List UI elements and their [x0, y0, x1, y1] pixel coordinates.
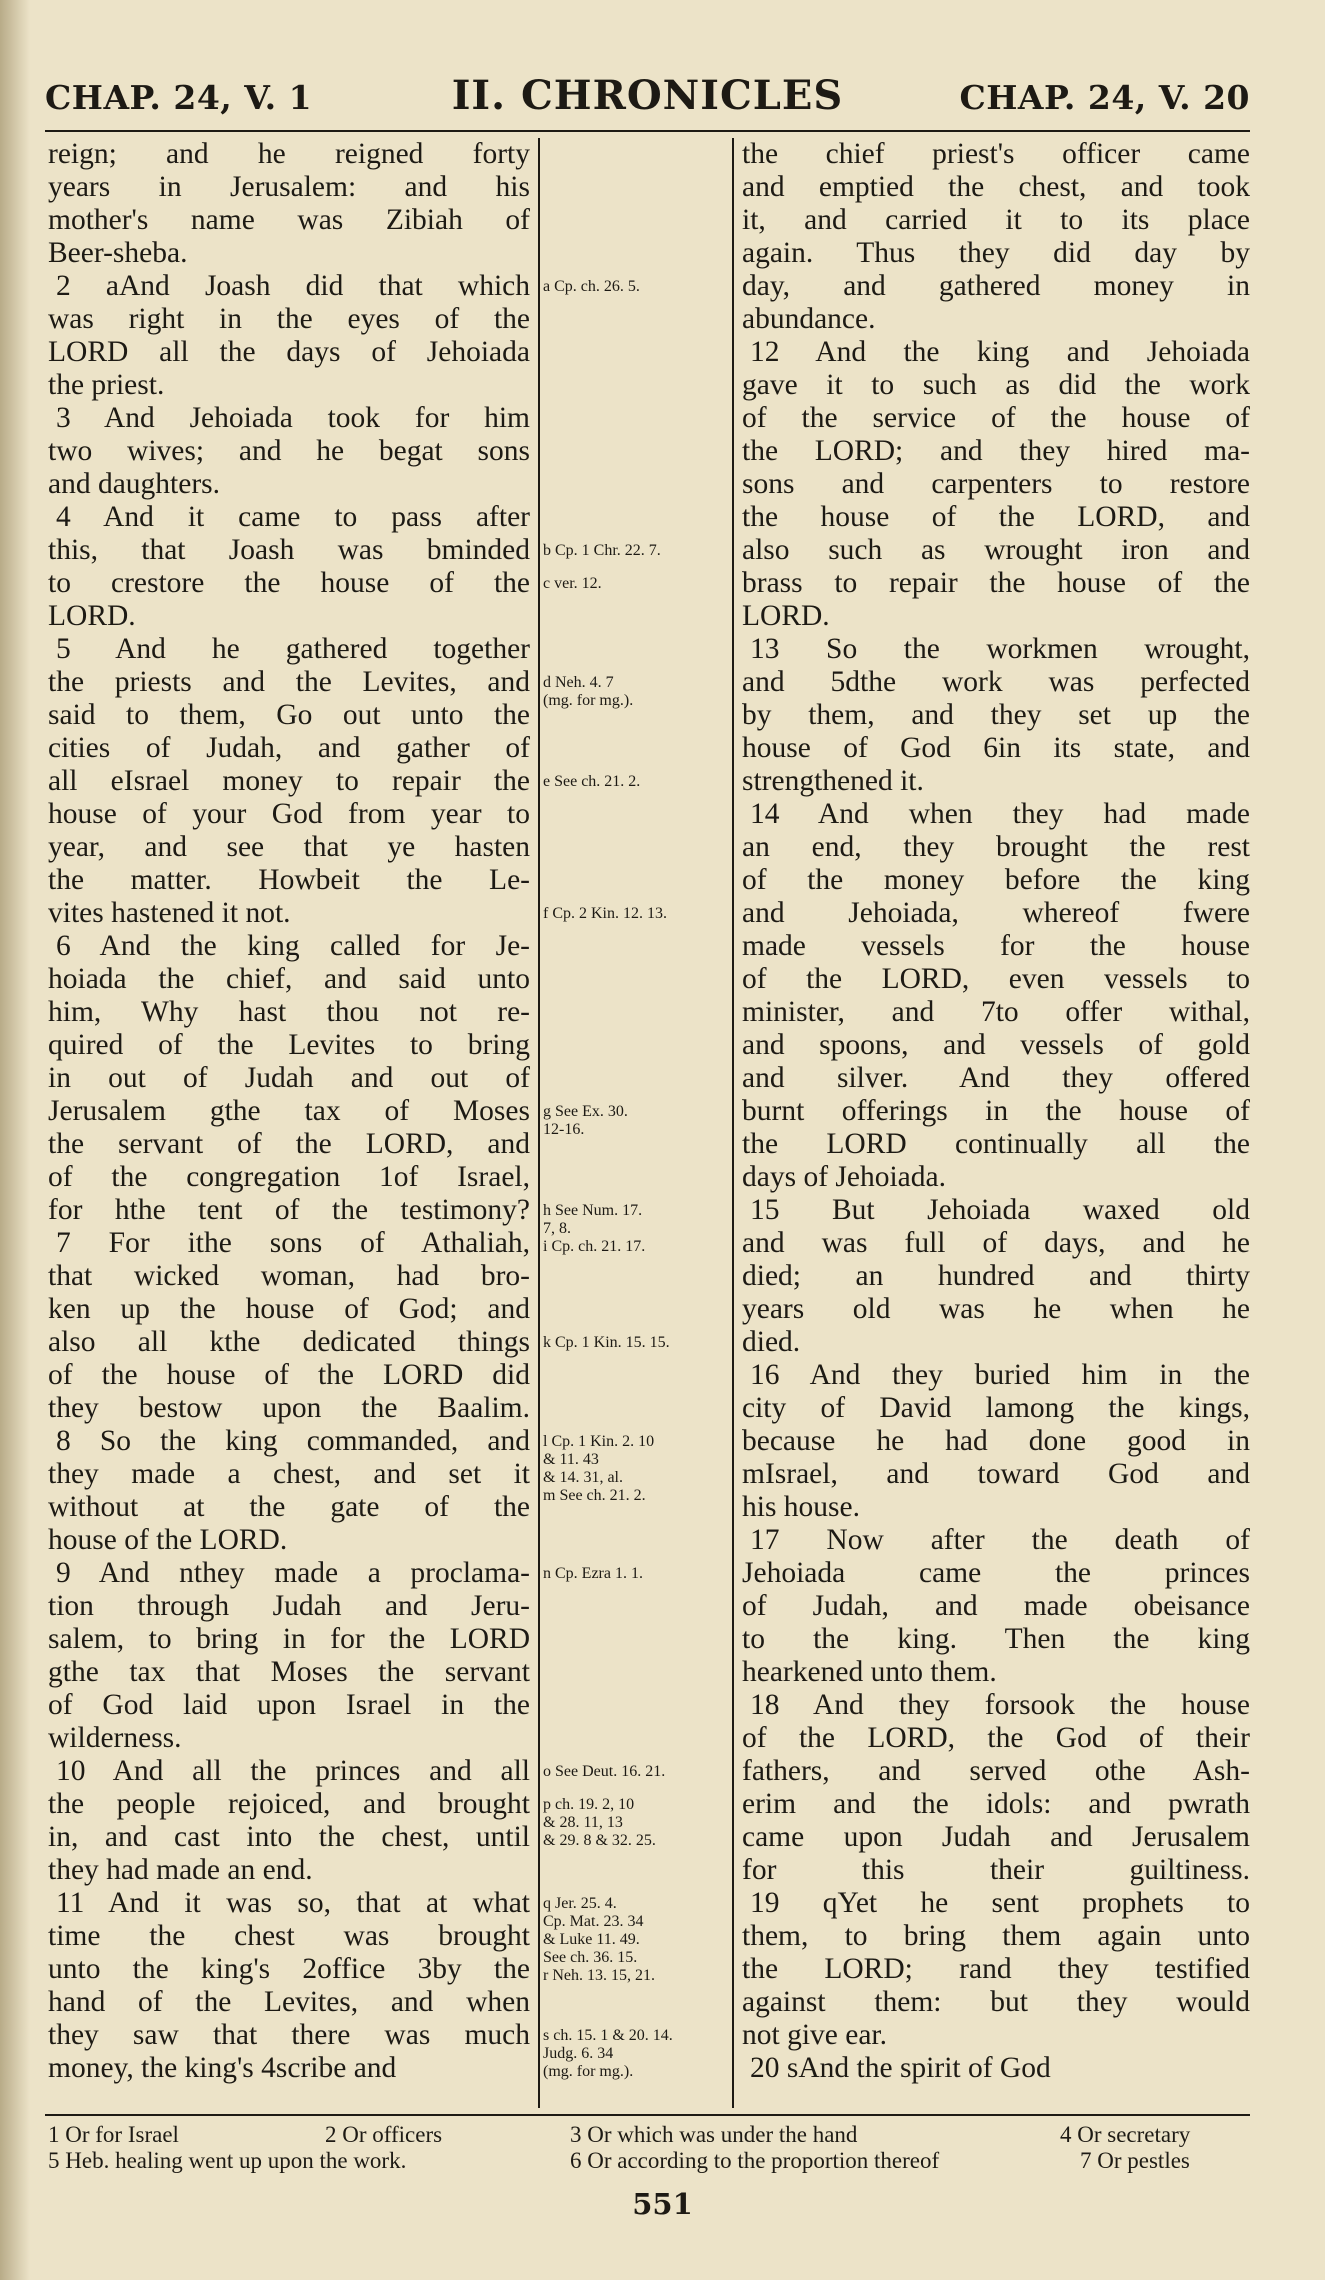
- margin-reference-line: h See Num. 17.: [543, 1202, 643, 1219]
- text-line: an end, they brought the rest: [742, 831, 1250, 863]
- footnote-6: 6 Or according to the proportion thereof: [570, 2148, 940, 2173]
- margin-reference-line: 7, 8.: [543, 1220, 571, 1237]
- text-line: 16 And they buried him in the: [750, 1359, 1250, 1391]
- margin-reference-line: m See ch. 21. 2.: [543, 1487, 646, 1504]
- text-line: and was full of days, and he: [742, 1227, 1250, 1259]
- text-line: fathers, and served othe Ash-: [742, 1755, 1250, 1787]
- text-line: 11 And it was so, that at what: [56, 1887, 530, 1919]
- text-line: by them, and they set up the: [742, 699, 1250, 731]
- text-line: of the LORD, even vessels to: [742, 963, 1250, 995]
- text-line: mIsrael, and toward God and: [742, 1458, 1250, 1490]
- text-line: year, and see that ye hasten: [48, 831, 530, 863]
- text-line: strengthened it.: [742, 765, 924, 797]
- text-line: not give ear.: [742, 2019, 887, 2051]
- header-left: CHAP. 24, V. 1: [45, 78, 313, 117]
- text-line: the chief priest's officer came: [742, 138, 1250, 170]
- text-line: his house.: [742, 1491, 860, 1523]
- margin-reference: [543, 1565, 728, 1583]
- text-line: sons and carpenters to restore: [742, 468, 1250, 500]
- text-line: gave it to such as did the work: [742, 369, 1250, 401]
- text-line: the LORD continually all the: [742, 1128, 1250, 1160]
- text-line: in out of Judah and out of: [48, 1062, 530, 1094]
- text-line: house of the LORD.: [48, 1524, 288, 1556]
- text-line: and silver. And they offered: [742, 1062, 1250, 1094]
- text-line: vites hastened it not.: [48, 897, 291, 929]
- text-line: 3 And Jehoiada took for him: [56, 402, 530, 434]
- text-line: this, that Joash was bminded: [48, 534, 530, 566]
- margin-reference: [543, 1202, 728, 1256]
- margin-reference-line: & 28. 11, 13: [543, 1814, 623, 1831]
- margin-reference: [543, 1433, 728, 1505]
- text-line: and Jehoiada, whereof fwere: [742, 897, 1250, 929]
- footnote-7: 7 Or pestles: [1080, 2148, 1190, 2173]
- text-line: also all kthe dedicated things: [48, 1326, 530, 1358]
- text-line: gthe tax that Moses the servant: [48, 1656, 530, 1688]
- margin-reference: [543, 1103, 728, 1139]
- text-line: died.: [742, 1326, 801, 1358]
- margin-reference-line: Cp. Mat. 23. 34: [543, 1913, 644, 1930]
- text-line: Beer-sheba.: [48, 237, 188, 269]
- text-line: LORD.: [48, 600, 136, 632]
- text-line: them, to bring them again unto: [742, 1920, 1250, 1952]
- margin-reference-line: Judg. 6. 34: [543, 2045, 614, 2062]
- text-line: of the house of the LORD did: [48, 1359, 530, 1391]
- text-line: also such as wrought iron and: [742, 534, 1250, 566]
- text-line: tion through Judah and Jeru-: [48, 1590, 530, 1622]
- gutter-shadow: [0, 0, 30, 2280]
- text-line: hoiada the chief, and said unto: [48, 963, 530, 995]
- text-line: they bestow upon the Baalim.: [48, 1392, 530, 1424]
- footnote-2: 2 Or officers: [325, 2122, 443, 2147]
- text-line: minister, and 7to offer withal,: [742, 996, 1250, 1028]
- margin-reference-line: & 11. 43: [543, 1451, 599, 1468]
- text-line: and spoons, and vessels of gold: [742, 1029, 1250, 1061]
- margin-reference-line: i Cp. ch. 21. 17.: [543, 1238, 646, 1255]
- text-line: quired of the Levites to bring: [48, 1029, 530, 1061]
- text-line: Jerusalem gthe tax of Moses: [48, 1095, 530, 1127]
- text-line: city of David lamong the kings,: [742, 1392, 1250, 1424]
- margin-reference: [543, 1334, 728, 1352]
- text-line: brass to repair the house of the: [742, 567, 1250, 599]
- text-line: Jehoiada came the princes: [742, 1557, 1250, 1589]
- text-line: LORD.: [742, 600, 830, 632]
- text-line: years old was he when he: [742, 1293, 1250, 1325]
- text-line: house of God 6in its state, and: [742, 732, 1250, 764]
- text-line: days of Jehoiada.: [742, 1161, 946, 1193]
- text-line: of Judah, and made obeisance: [742, 1590, 1250, 1622]
- text-line: burnt offerings in the house of: [742, 1095, 1250, 1127]
- text-line: said to them, Go out unto the: [48, 699, 530, 731]
- text-line: of the service of the house of: [742, 402, 1250, 434]
- running-header: [45, 70, 1250, 128]
- text-line: hearkened unto them.: [742, 1656, 997, 1688]
- text-line: 7 For ithe sons of Athaliah,: [56, 1227, 530, 1259]
- margin-reference-line: & 29. 8 & 32. 25.: [543, 1832, 656, 1849]
- text-line: and 5dthe work was perfected: [742, 666, 1250, 698]
- text-line: for hthe tent of the testimony?: [48, 1194, 530, 1226]
- text-line: the LORD; and they hired ma-: [742, 435, 1250, 467]
- margin-reference: [543, 674, 728, 710]
- text-line: 20 sAnd the spirit of God: [750, 2052, 1051, 2084]
- text-line: of God laid upon Israel in the: [48, 1689, 530, 1721]
- text-line: of the congregation 1of Israel,: [48, 1161, 530, 1193]
- text-line: cities of Judah, and gather of: [48, 732, 530, 764]
- margin-reference-line: k Cp. 1 Kin. 15. 15.: [543, 1334, 670, 1351]
- margin-reference-line: n Cp. Ezra 1. 1.: [543, 1565, 643, 1582]
- header-title: II. CHRONICLES: [451, 72, 844, 119]
- text-line: that wicked woman, had bro-: [48, 1260, 530, 1292]
- footnote-rule: [45, 2114, 1250, 2116]
- text-line: years in Jerusalem: and his: [48, 171, 530, 203]
- margin-reference: [543, 2027, 728, 2081]
- margin-reference-line: e See ch. 21. 2.: [543, 773, 641, 790]
- text-line: 8 So the king commanded, and: [56, 1425, 530, 1457]
- text-line: mother's name was Zibiah of: [48, 204, 530, 236]
- text-line: they had made an end.: [48, 1854, 313, 1886]
- text-line: him, Why hast thou not re-: [48, 996, 530, 1028]
- page-number: 551: [632, 2187, 693, 2221]
- text-line: 5 And he gathered together: [56, 633, 530, 665]
- text-line: the house of the LORD, and: [742, 501, 1250, 533]
- text-line: 4 And it came to pass after: [56, 501, 530, 533]
- margin-reference-line: r Neh. 13. 15, 21.: [543, 1967, 655, 1984]
- text-line: 17 Now after the death of: [750, 1524, 1250, 1556]
- text-line: in, and cast into the chest, until: [48, 1821, 530, 1853]
- text-line: 9 And nthey made a proclama-: [56, 1557, 530, 1589]
- margin-reference: [543, 773, 728, 791]
- text-line: without at the gate of the: [48, 1491, 530, 1523]
- margin-reference-line: l Cp. 1 Kin. 2. 10: [543, 1433, 655, 1450]
- text-line: 10 And all the princes and all: [56, 1755, 530, 1787]
- text-line: and emptied the chest, and took: [742, 171, 1250, 203]
- text-line: the priests and the Levites, and: [48, 666, 530, 698]
- text-line: LORD all the days of Jehoiada: [48, 336, 530, 368]
- text-line: made vessels for the house: [742, 930, 1250, 962]
- text-line: the servant of the LORD, and: [48, 1128, 530, 1160]
- margin-reference-line: f Cp. 2 Kin. 12. 13.: [543, 905, 667, 922]
- margin-reference: [543, 1895, 728, 1985]
- text-line: 19 qYet he sent prophets to: [750, 1887, 1250, 1919]
- margin-reference-line: s ch. 15. 1 & 20. 14.: [543, 2027, 673, 2044]
- text-line: unto the king's 2office 3by the: [48, 1953, 530, 1985]
- text-line: ken up the house of God; and: [48, 1293, 530, 1325]
- margin-reference: [543, 1796, 728, 1850]
- text-line: abundance.: [742, 303, 876, 335]
- margin-reference-line: b Cp. 1 Chr. 22. 7.: [543, 542, 661, 559]
- text-line: came upon Judah and Jerusalem: [742, 1821, 1250, 1853]
- column-rule-right: [732, 138, 734, 2108]
- text-line: the people rejoiced, and brought: [48, 1788, 530, 1820]
- text-line: house of your God from year to: [48, 798, 530, 830]
- text-line: of the LORD, the God of their: [742, 1722, 1250, 1754]
- text-line: all eIsrael money to repair the: [48, 765, 530, 797]
- text-line: they saw that there was much: [48, 2019, 530, 2051]
- margin-reference: [543, 542, 728, 560]
- margin-reference: [543, 1763, 728, 1781]
- text-line: of the money before the king: [742, 864, 1250, 896]
- text-line: to crestore the house of the: [48, 567, 530, 599]
- margin-reference-line: See ch. 36. 15.: [543, 1949, 638, 1966]
- margin-reference: [543, 575, 728, 593]
- margin-reference-line: g See Ex. 30.: [543, 1103, 628, 1120]
- margin-reference-line: o See Deut. 16. 21.: [543, 1763, 666, 1780]
- margin-reference-line: 12-16.: [543, 1121, 585, 1138]
- text-line: salem, to bring in for the LORD: [48, 1623, 530, 1655]
- footnote-1: 1 Or for Israel: [48, 2122, 179, 2147]
- margin-reference-line: a Cp. ch. 26. 5.: [543, 278, 640, 295]
- column-rule-left: [538, 138, 540, 2108]
- text-line: wilderness.: [48, 1722, 182, 1754]
- text-line: day, and gathered money in: [742, 270, 1250, 302]
- text-line: 2 aAnd Joash did that which: [56, 270, 530, 302]
- text-line: for this their guiltiness.: [742, 1854, 1250, 1886]
- text-line: they made a chest, and set it: [48, 1458, 530, 1490]
- margin-reference: [543, 905, 728, 923]
- text-line: because he had done good in: [742, 1425, 1250, 1457]
- margin-reference-line: & 14. 31, al.: [543, 1469, 623, 1486]
- text-line: erim and the idols: and pwrath: [742, 1788, 1250, 1820]
- text-line: the LORD; rand they testified: [742, 1953, 1250, 1985]
- margin-reference-line: & Luke 11. 49.: [543, 1931, 640, 1948]
- text-line: against them: but they would: [742, 1986, 1250, 2018]
- text-line: money, the king's 4scribe and: [48, 2052, 397, 2084]
- text-line: 6 And the king called for Je-: [56, 930, 530, 962]
- margin-reference-line: q Jer. 25. 4.: [543, 1895, 617, 1912]
- text-line: hand of the Levites, and when: [48, 1986, 530, 2018]
- right-text-column: [742, 138, 1250, 2085]
- text-line: 14 And when they had made: [750, 798, 1250, 830]
- margin-reference-line: p ch. 19. 2, 10: [543, 1796, 635, 1813]
- text-line: and daughters.: [48, 468, 221, 500]
- header-right: CHAP. 24, V. 20: [959, 78, 1250, 117]
- margin-reference-line: (mg. for mg.).: [543, 692, 634, 709]
- text-line: 15 But Jehoiada waxed old: [750, 1194, 1250, 1226]
- text-line: 18 And they forsook the house: [750, 1689, 1250, 1721]
- margin-reference-line: c ver. 12.: [543, 575, 602, 592]
- margin-reference-line: (mg. for mg.).: [543, 2063, 634, 2080]
- text-line: to the king. Then the king: [742, 1623, 1250, 1655]
- margin-reference-line: d Neh. 4. 7: [543, 674, 614, 691]
- footnote-3: 3 Or which was under the hand: [570, 2122, 858, 2147]
- text-line: again. Thus they did day by: [742, 237, 1250, 269]
- text-line: died; an hundred and thirty: [742, 1260, 1250, 1292]
- footnote-4: 4 Or secretary: [1060, 2122, 1191, 2147]
- text-line: two wives; and he begat sons: [48, 435, 530, 467]
- text-line: 13 So the workmen wrought,: [750, 633, 1250, 665]
- text-line: the matter. Howbeit the Le-: [48, 864, 530, 896]
- left-text-column: [48, 138, 530, 2085]
- text-line: reign; and he reigned forty: [48, 138, 530, 170]
- text-line: was right in the eyes of the: [48, 303, 530, 335]
- text-line: time the chest was brought: [48, 1920, 530, 1952]
- margin-reference: [543, 278, 728, 296]
- header-rule: [45, 130, 1250, 132]
- text-line: it, and carried it to its place: [742, 204, 1250, 236]
- text-line: the priest.: [48, 369, 165, 401]
- footnote-5: 5 Heb. healing went up upon the work.: [48, 2148, 407, 2173]
- text-line: 12 And the king and Jehoiada: [750, 336, 1250, 368]
